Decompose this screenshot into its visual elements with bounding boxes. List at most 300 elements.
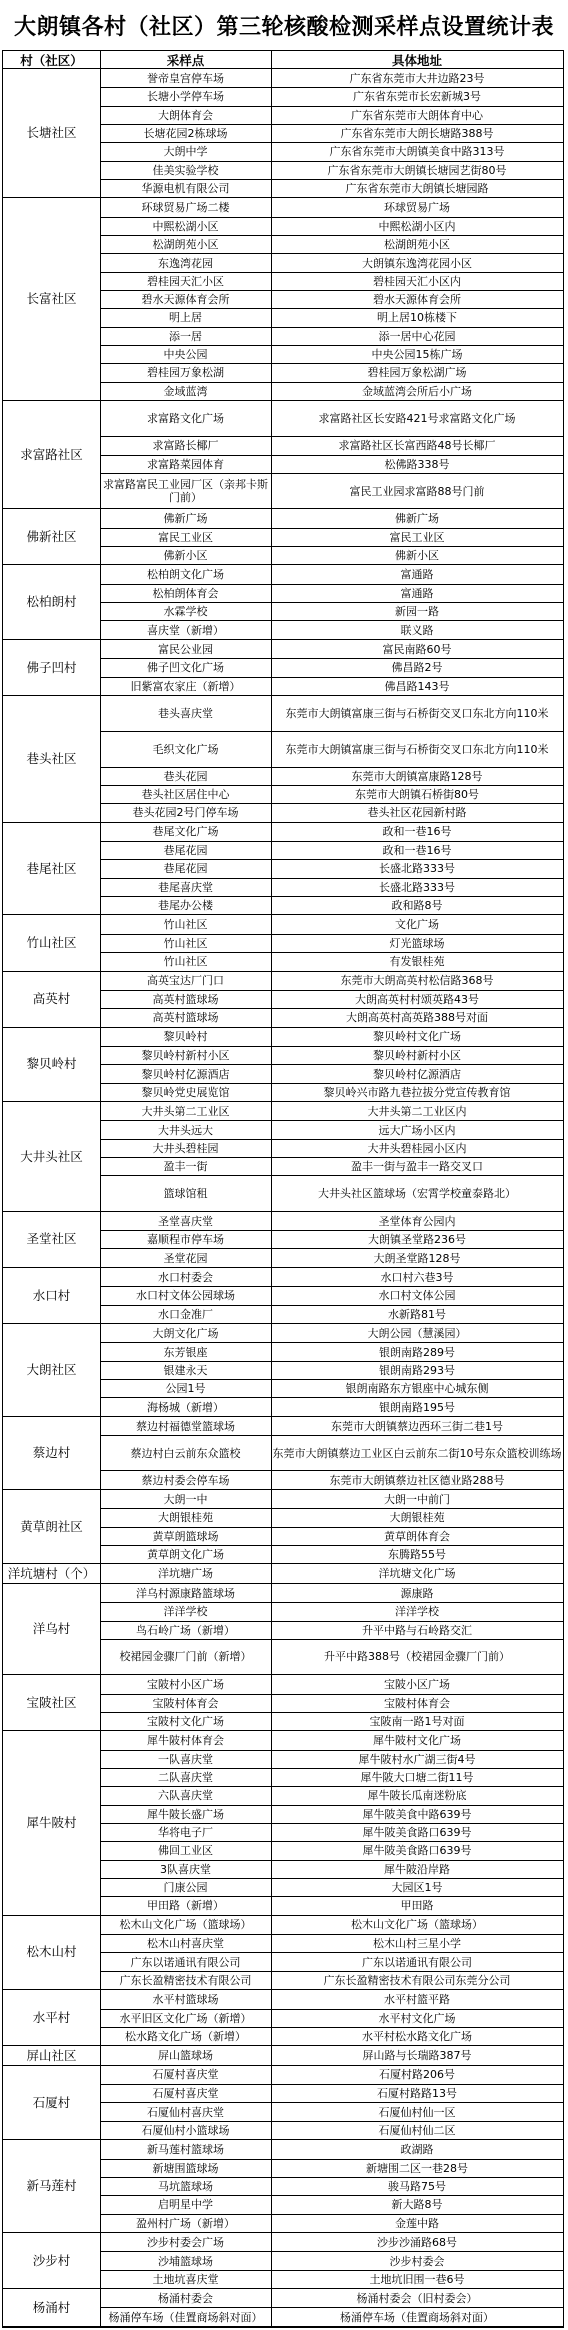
table-row xyxy=(100,1286,563,1304)
site-address: 新大路8号 xyxy=(391,2198,443,2212)
site-name: 二队喜庆堂 xyxy=(158,1771,213,1785)
site-name: 石厦村喜庆堂 xyxy=(152,2087,219,2101)
site-address: 广东省东莞市大朗镇长塘园路 xyxy=(345,182,489,196)
site-name: 嘉顺程市停车场 xyxy=(147,1233,224,1247)
table-row xyxy=(100,106,563,124)
table-row xyxy=(100,1157,563,1175)
table-row xyxy=(100,915,563,933)
table-row xyxy=(100,1064,563,1082)
table-row xyxy=(100,1230,563,1248)
site-address: 远大广场小区内 xyxy=(378,1123,456,1137)
village-group xyxy=(100,1564,563,1583)
village-group xyxy=(100,2046,563,2065)
village-name: 犀牛陂村 xyxy=(3,1731,100,1915)
site-name: 宝陂村文化广场 xyxy=(147,1715,224,1729)
site-address: 环球贸易广场 xyxy=(384,201,450,215)
site-address: 东腾路55号 xyxy=(388,1548,446,1562)
site-address: 大朗一中前门 xyxy=(384,1492,450,1506)
site-name: 佛新小区 xyxy=(163,549,208,563)
site-name: 高英村篮球场 xyxy=(152,1011,219,1025)
table-row xyxy=(100,1786,563,1804)
table-row xyxy=(100,1435,563,1470)
village-name: 大井头社区 xyxy=(3,1102,100,1212)
site-address: 新塘围二区一巷28号 xyxy=(366,2161,468,2175)
site-address: 杨涌停车场（佳置商场斜对面） xyxy=(340,2310,494,2324)
table-row xyxy=(100,1268,563,1286)
site-address: 松木山村三星小学 xyxy=(373,1937,461,1951)
village-name: 大朗社区 xyxy=(3,1324,100,1417)
site-address: 水口村六巷3号 xyxy=(380,1270,454,1284)
table-row xyxy=(100,878,563,896)
table-row xyxy=(100,327,563,345)
site-name: 公园1号 xyxy=(165,1382,206,1396)
site-address: 富民工业园求富路88号门前 xyxy=(349,484,485,498)
table-row xyxy=(100,896,563,914)
village-name: 黎贝岭村 xyxy=(3,1028,100,1102)
site-address: 东莞市大朗镇富康三街与石桥街交叉口东北方向110米 xyxy=(285,707,549,721)
site-address: 东莞市大朗镇富康路128号 xyxy=(351,769,483,783)
table-row xyxy=(100,1470,563,1488)
site-name: 新马莲村篮球场 xyxy=(147,2142,224,2156)
site-name: 求富路文化广场 xyxy=(147,412,224,426)
village-name: 沙步村 xyxy=(3,2233,100,2289)
site-name: 石厦村喜庆堂 xyxy=(152,2068,219,2082)
site-name: 水霖学校 xyxy=(163,605,208,619)
site-name: 旧紫富农家庄（新增） xyxy=(130,679,241,693)
site-name: 杨涌停车场（佳置商场斜对面） xyxy=(108,2310,263,2324)
site-name: 大朗一中 xyxy=(163,1492,208,1506)
table-row xyxy=(100,785,563,803)
site-name: 水平村篮球场 xyxy=(152,1992,219,2006)
site-address: 源康路 xyxy=(400,1586,434,1600)
table-row xyxy=(100,1805,563,1823)
village-group xyxy=(100,1490,563,1564)
village-group xyxy=(100,69,563,198)
village-name: 长富社区 xyxy=(3,198,100,401)
table-row xyxy=(100,1305,563,1323)
village-group xyxy=(100,2066,563,2140)
site-name: 盈丰一街 xyxy=(163,1160,208,1174)
table-row xyxy=(100,972,563,990)
site-name: 誉帝皇宫停车场 xyxy=(147,71,224,85)
site-name: 竹山社区 xyxy=(163,955,208,969)
table-row xyxy=(100,1584,563,1602)
site-address: 新园一路 xyxy=(395,605,439,619)
table-row xyxy=(100,2270,563,2288)
site-name: 大井头第二工业区 xyxy=(141,1104,230,1118)
table-row xyxy=(100,1990,563,2008)
site-address: 政和一巷16号 xyxy=(382,844,452,858)
site-address: 文化广场 xyxy=(395,918,439,932)
village-group xyxy=(100,1268,563,1324)
site-name: 巷尾花园 xyxy=(163,844,208,858)
site-name: 石厦仙村小篮球场 xyxy=(141,2123,230,2137)
site-address: 黎贝岭兴市路九巷拉拔分党宣传教育馆 xyxy=(323,1085,511,1099)
table-row xyxy=(100,1379,563,1397)
village-name: 巷头社区 xyxy=(3,696,100,823)
table-row xyxy=(100,1621,563,1639)
table-row xyxy=(100,1916,563,1934)
site-address: 金域蓝湾会所后小广场 xyxy=(362,384,472,398)
village-name: 高英村 xyxy=(3,972,100,1028)
site-address: 联义路 xyxy=(400,623,434,637)
site-address: 广东以诺通讯有限公司 xyxy=(362,1955,472,1969)
village-name: 屏山社区 xyxy=(3,2046,100,2065)
table-row xyxy=(100,1602,563,1620)
site-name: 竹山社区 xyxy=(163,918,208,932)
site-address: 有发银桂苑 xyxy=(389,955,445,969)
site-address: 巷头社区花园新村路 xyxy=(367,806,467,820)
village-name: 蔡边村 xyxy=(3,1417,100,1490)
table-row xyxy=(100,546,563,564)
column-divider xyxy=(271,51,272,2327)
site-name: 水口村委会 xyxy=(158,1270,213,1284)
table-row xyxy=(100,2084,563,2102)
table-row xyxy=(100,1639,563,1674)
site-address: 大朗镇圣堂路236号 xyxy=(368,1233,466,1247)
site-address: 水平村篮平路 xyxy=(384,1992,450,2006)
village-group xyxy=(100,1584,563,1675)
table-row xyxy=(100,2027,563,2045)
village-name: 巷尾社区 xyxy=(3,823,100,916)
site-name: 添一居 xyxy=(169,329,202,343)
site-address: 长盛北路333号 xyxy=(379,880,455,894)
site-name: 黎贝岭党史展览馆 xyxy=(141,1085,230,1099)
table-row xyxy=(100,436,563,454)
site-address: 大井头碧桂园小区内 xyxy=(367,1141,467,1155)
table-row xyxy=(100,142,563,160)
site-name: 松湖朗苑小区 xyxy=(152,238,219,252)
site-address: 大井头社区篮球场（宏霄学校童泰路北） xyxy=(318,1187,516,1201)
village-name: 竹山社区 xyxy=(3,915,100,971)
site-name: 巷尾文化广场 xyxy=(152,825,219,839)
site-address: 松木山文化广场（篮球场） xyxy=(351,1918,483,1932)
site-name: 水口金准厂 xyxy=(158,1307,213,1321)
village-group xyxy=(100,1731,563,1915)
site-name: 长塘小学停车场 xyxy=(147,90,224,104)
site-address: 明上居10栋楼下 xyxy=(377,311,457,325)
site-address: 佛昌路2号 xyxy=(391,661,443,675)
site-address: 犀牛陂美食路口639号 xyxy=(362,1826,472,1840)
site-name: 巷头喜庆堂 xyxy=(158,707,213,721)
site-name: 启明星中学 xyxy=(158,2198,213,2212)
site-name: 鸟石岭广场（新增） xyxy=(136,1623,235,1637)
village-group xyxy=(100,566,563,640)
site-name: 六队喜庆堂 xyxy=(158,1789,213,1803)
table-row xyxy=(100,2214,563,2232)
site-address: 广东省东莞市大朗长塘路388号 xyxy=(340,127,494,141)
table-row xyxy=(100,2159,563,2177)
table-row xyxy=(100,1712,563,1730)
site-address: 大朗银桂苑 xyxy=(389,1511,445,1525)
site-name: 圣堂花园 xyxy=(163,1251,208,1265)
site-address: 黄草朗体育会 xyxy=(384,1529,450,1543)
site-name: 洋乌村源康路篮球场 xyxy=(136,1586,235,1600)
site-name: 黄草朗篮球场 xyxy=(152,1529,219,1543)
site-address: 添一居中心花园 xyxy=(378,329,456,343)
table-row xyxy=(100,272,563,290)
table-row xyxy=(100,640,563,658)
site-address: 黎贝岭村新村小区 xyxy=(373,1049,461,1063)
table-row xyxy=(100,658,563,676)
site-name: 大朗中学 xyxy=(163,145,208,159)
site-name: 松木山村喜庆堂 xyxy=(147,1937,224,1951)
site-name: 洋洋学校 xyxy=(163,1605,208,1619)
table-row xyxy=(100,1564,563,1582)
site-name: 屏山篮球场 xyxy=(158,2048,213,2062)
table-row xyxy=(100,1527,563,1545)
table-row xyxy=(100,1952,563,1970)
site-address: 富通路 xyxy=(400,586,434,600)
site-name: 篮球馆租 xyxy=(163,1187,208,1201)
site-address: 犀牛陂村文化广场 xyxy=(373,1734,461,1748)
site-address: 犀牛陂美食路口639号 xyxy=(362,1844,472,1858)
table-row xyxy=(100,1139,563,1157)
table-row xyxy=(100,1823,563,1841)
table-header xyxy=(3,51,563,69)
site-name: 巷尾喜庆堂 xyxy=(158,880,213,894)
site-address: 松湖朗苑小区 xyxy=(384,238,450,252)
site-address: 碧水天源体育会所 xyxy=(373,293,461,307)
site-address: 政湖路 xyxy=(400,2142,434,2156)
site-name: 巷头花园 xyxy=(163,769,208,783)
site-name: 碧桂园万象松湖 xyxy=(147,366,224,380)
site-name: 马坑篮球场 xyxy=(158,2180,213,2194)
table-row xyxy=(100,1028,563,1046)
village-name: 杨涌村 xyxy=(3,2289,100,2327)
site-name: 松水路文化广场（新增） xyxy=(125,2029,246,2043)
site-name: 松柏朗体育会 xyxy=(152,586,219,600)
site-name: 松木山文化广场（篮球场） xyxy=(119,1918,252,1932)
table-row xyxy=(100,1896,563,1914)
table-row xyxy=(100,803,563,821)
site-name: 金域蓝湾 xyxy=(163,384,208,398)
table-row xyxy=(100,2177,563,2195)
village-name: 长塘社区 xyxy=(3,69,100,198)
table-row xyxy=(100,1878,563,1896)
table-row xyxy=(100,345,563,363)
site-address: 中熙松湖小区内 xyxy=(378,219,456,233)
site-address: 东莞市大朗镇蔡边社区德业路288号 xyxy=(329,1473,505,1487)
table-row xyxy=(100,2066,563,2084)
header-address: 具体地址 xyxy=(391,52,442,68)
site-address: 佛新广场 xyxy=(395,512,439,526)
site-address: 大朗镇东逸湾花园小区 xyxy=(362,256,472,270)
site-name: 求富路长椰厂 xyxy=(152,439,219,453)
site-address: 盈丰一街与盈丰一路交叉口 xyxy=(351,1160,483,1174)
village-name: 宝陂社区 xyxy=(3,1675,100,1731)
site-name: 海杨城（新增） xyxy=(147,1400,224,1414)
site-name: 巷头社区居住中心 xyxy=(141,787,230,801)
site-address: 广东省东莞市大朗镇美食中路313号 xyxy=(329,145,505,159)
site-address: 水口村文体公园 xyxy=(378,1289,456,1303)
site-name: 甲田路（新增） xyxy=(147,1899,224,1913)
site-name: 高英宝达厂门口 xyxy=(147,974,224,988)
site-name: 高英村篮球场 xyxy=(152,993,219,1007)
site-address: 石厦村路206号 xyxy=(379,2068,455,2082)
site-address: 中央公园15栋广场 xyxy=(371,348,463,362)
table-row xyxy=(100,1417,563,1435)
table-row xyxy=(100,161,563,179)
table-row xyxy=(100,1545,563,1563)
site-address: 大朗高英村高英路388号对面 xyxy=(346,1011,488,1025)
table-row xyxy=(100,179,563,197)
site-name: 蔡边村白云前东众篮校 xyxy=(130,1446,241,1460)
site-address: 佛昌路143号 xyxy=(384,679,450,693)
site-address: 银朗南路293号 xyxy=(379,1363,455,1377)
site-address: 大井头第二工业区内 xyxy=(367,1104,467,1118)
site-address: 东莞市大朗镇石桥街80号 xyxy=(355,787,479,801)
table-row xyxy=(100,1102,563,1120)
table-row xyxy=(100,1768,563,1786)
table-row xyxy=(100,2009,563,2027)
village-name: 佛子凹村 xyxy=(3,640,100,696)
site-name: 黎贝岭村 xyxy=(163,1030,208,1044)
table-row xyxy=(100,235,563,253)
village-name: 圣堂社区 xyxy=(3,1212,100,1268)
table-row xyxy=(100,823,563,841)
site-name: 大朗体育会 xyxy=(158,108,213,122)
site-address: 东莞市大朗高英村松信路368号 xyxy=(340,974,494,988)
table-row xyxy=(100,509,563,527)
table-row xyxy=(100,1860,563,1878)
site-address: 水平村文化广场 xyxy=(378,2011,456,2025)
site-name: 中央公园 xyxy=(163,348,208,362)
village-name: 新马莲村 xyxy=(3,2140,100,2233)
header-village: 村（社区） xyxy=(20,52,83,68)
site-address: 犀牛陂大口塘二街11号 xyxy=(360,1771,474,1785)
site-address: 升平中路与石岭路交汇 xyxy=(362,1623,472,1637)
table-row xyxy=(100,677,563,695)
site-name: 松柏朗文化广场 xyxy=(147,568,224,582)
site-address: 水平村松水路文化广场 xyxy=(362,2029,472,2043)
table-row xyxy=(100,253,563,271)
site-address: 东莞市大朗镇蔡边工业区白云前东二街10号东众篮校训练场 xyxy=(272,1446,562,1460)
table-row xyxy=(100,217,563,235)
site-address: 甲田路 xyxy=(400,1899,434,1913)
column-divider xyxy=(100,51,101,2327)
village-group xyxy=(100,2140,563,2233)
table-row xyxy=(100,363,563,381)
site-name: 盈州村广场（新增） xyxy=(136,2216,235,2230)
village-group xyxy=(100,1990,563,2046)
site-name: 黎贝岭村亿源酒店 xyxy=(141,1067,230,1081)
village-name: 水口村 xyxy=(3,1268,100,1324)
site-name: 大井头碧桂园 xyxy=(152,1141,219,1155)
table-row xyxy=(100,731,563,766)
site-name: 大朗银桂苑 xyxy=(158,1511,213,1525)
table-row xyxy=(100,859,563,877)
table-row xyxy=(100,952,563,970)
site-address: 富通路 xyxy=(400,568,434,582)
site-address: 圣堂体育公园内 xyxy=(378,1214,456,1228)
site-name: 广东以诺通讯有限公司 xyxy=(130,1955,241,1969)
table-row xyxy=(100,1934,563,1952)
site-address: 宝陂小区广场 xyxy=(384,1677,450,1691)
site-address: 银朗南路289号 xyxy=(379,1345,455,1359)
site-name: 校裙园金骤厂门前（新增） xyxy=(119,1650,252,1664)
site-name: 富民工业区 xyxy=(158,530,213,544)
village-group xyxy=(100,1324,563,1417)
table-row xyxy=(100,290,563,308)
site-address: 松佛路338号 xyxy=(384,457,450,471)
village-group xyxy=(100,640,563,696)
village-name: 水平村 xyxy=(3,1990,100,2046)
table-row xyxy=(100,620,563,638)
table-row xyxy=(100,308,563,326)
site-address: 佛新小区 xyxy=(395,549,439,563)
village-group xyxy=(100,509,563,565)
village-group xyxy=(100,823,563,916)
site-address: 犀牛陂沿岸路 xyxy=(384,1862,450,1876)
village-group xyxy=(100,1417,563,1490)
table-row xyxy=(100,1248,563,1266)
site-name: 佛新广场 xyxy=(163,512,208,526)
site-name: 广东长盈精密技术有限公司 xyxy=(119,1973,252,1987)
site-address: 富民南路60号 xyxy=(382,642,452,656)
site-address: 杨涌村委会（旧村委会） xyxy=(356,2291,478,2305)
site-name: 华将电子厂 xyxy=(158,1826,213,1840)
table-row xyxy=(100,1490,563,1508)
site-address: 黎贝岭村文化广场 xyxy=(373,1030,461,1044)
table-row xyxy=(100,1361,563,1379)
village-name: 洋坑塘村（个） xyxy=(3,1564,100,1583)
table-row xyxy=(100,1324,563,1342)
site-name: 碧桂园天汇小区 xyxy=(147,274,224,288)
site-address: 屏山路与长瑞路387号 xyxy=(362,2048,472,2062)
site-address: 东莞市大朗镇富康三街与石桥街交叉口东北方向110米 xyxy=(285,742,549,756)
table-row xyxy=(100,455,563,473)
site-name: 3队喜庆堂 xyxy=(160,1862,211,1876)
table-row xyxy=(100,841,563,859)
site-address: 东莞市大朗镇蔡边西环三街二巷1号 xyxy=(331,1419,503,1433)
site-name: 水口村文体公园球场 xyxy=(136,1289,235,1303)
table-row xyxy=(100,2195,563,2213)
site-name: 长塘花园2栋球场 xyxy=(143,127,228,141)
table-row xyxy=(100,1046,563,1064)
site-name: 东逸湾花园 xyxy=(158,256,213,270)
village-name: 松木山村 xyxy=(3,1916,100,1990)
site-address: 银朗南路195号 xyxy=(379,1400,455,1414)
site-address: 政和路8号 xyxy=(391,899,443,913)
site-name: 巷头花园2号门停车场 xyxy=(132,806,239,820)
table-row xyxy=(100,1342,563,1360)
site-name: 沙步村委会广场 xyxy=(147,2235,224,2249)
table-row xyxy=(100,1971,563,1989)
site-address: 洋洋学校 xyxy=(395,1605,439,1619)
site-name: 巷尾办公楼 xyxy=(158,899,213,913)
table-row xyxy=(100,1731,563,1749)
site-address: 犀牛陂长瓜南迷粉底 xyxy=(367,1789,467,1803)
table-row xyxy=(100,2102,563,2120)
site-address: 广东省东莞市大朗镇长塘园艺街80号 xyxy=(327,163,507,177)
site-address: 灯光篮球场 xyxy=(389,936,445,950)
site-address: 石厦仙村仙二区 xyxy=(378,2123,456,2137)
site-address: 洋坑塘文化广场 xyxy=(378,1567,456,1581)
village-group xyxy=(100,2289,563,2327)
table-row xyxy=(100,1397,563,1415)
table-row xyxy=(100,401,563,436)
site-address: 富民工业区 xyxy=(389,530,445,544)
site-name: 蔡边村委会停车场 xyxy=(141,1473,230,1487)
site-name: 中熙松湖小区 xyxy=(152,219,219,233)
site-name: 新塘围篮球场 xyxy=(152,2161,219,2175)
site-name: 巷尾花园 xyxy=(163,862,208,876)
table-row xyxy=(100,528,563,546)
site-name: 一队喜庆堂 xyxy=(158,1752,213,1766)
site-address: 黎贝岭村亿源酒店 xyxy=(373,1067,461,1081)
site-address: 金莲中路 xyxy=(395,2216,439,2230)
